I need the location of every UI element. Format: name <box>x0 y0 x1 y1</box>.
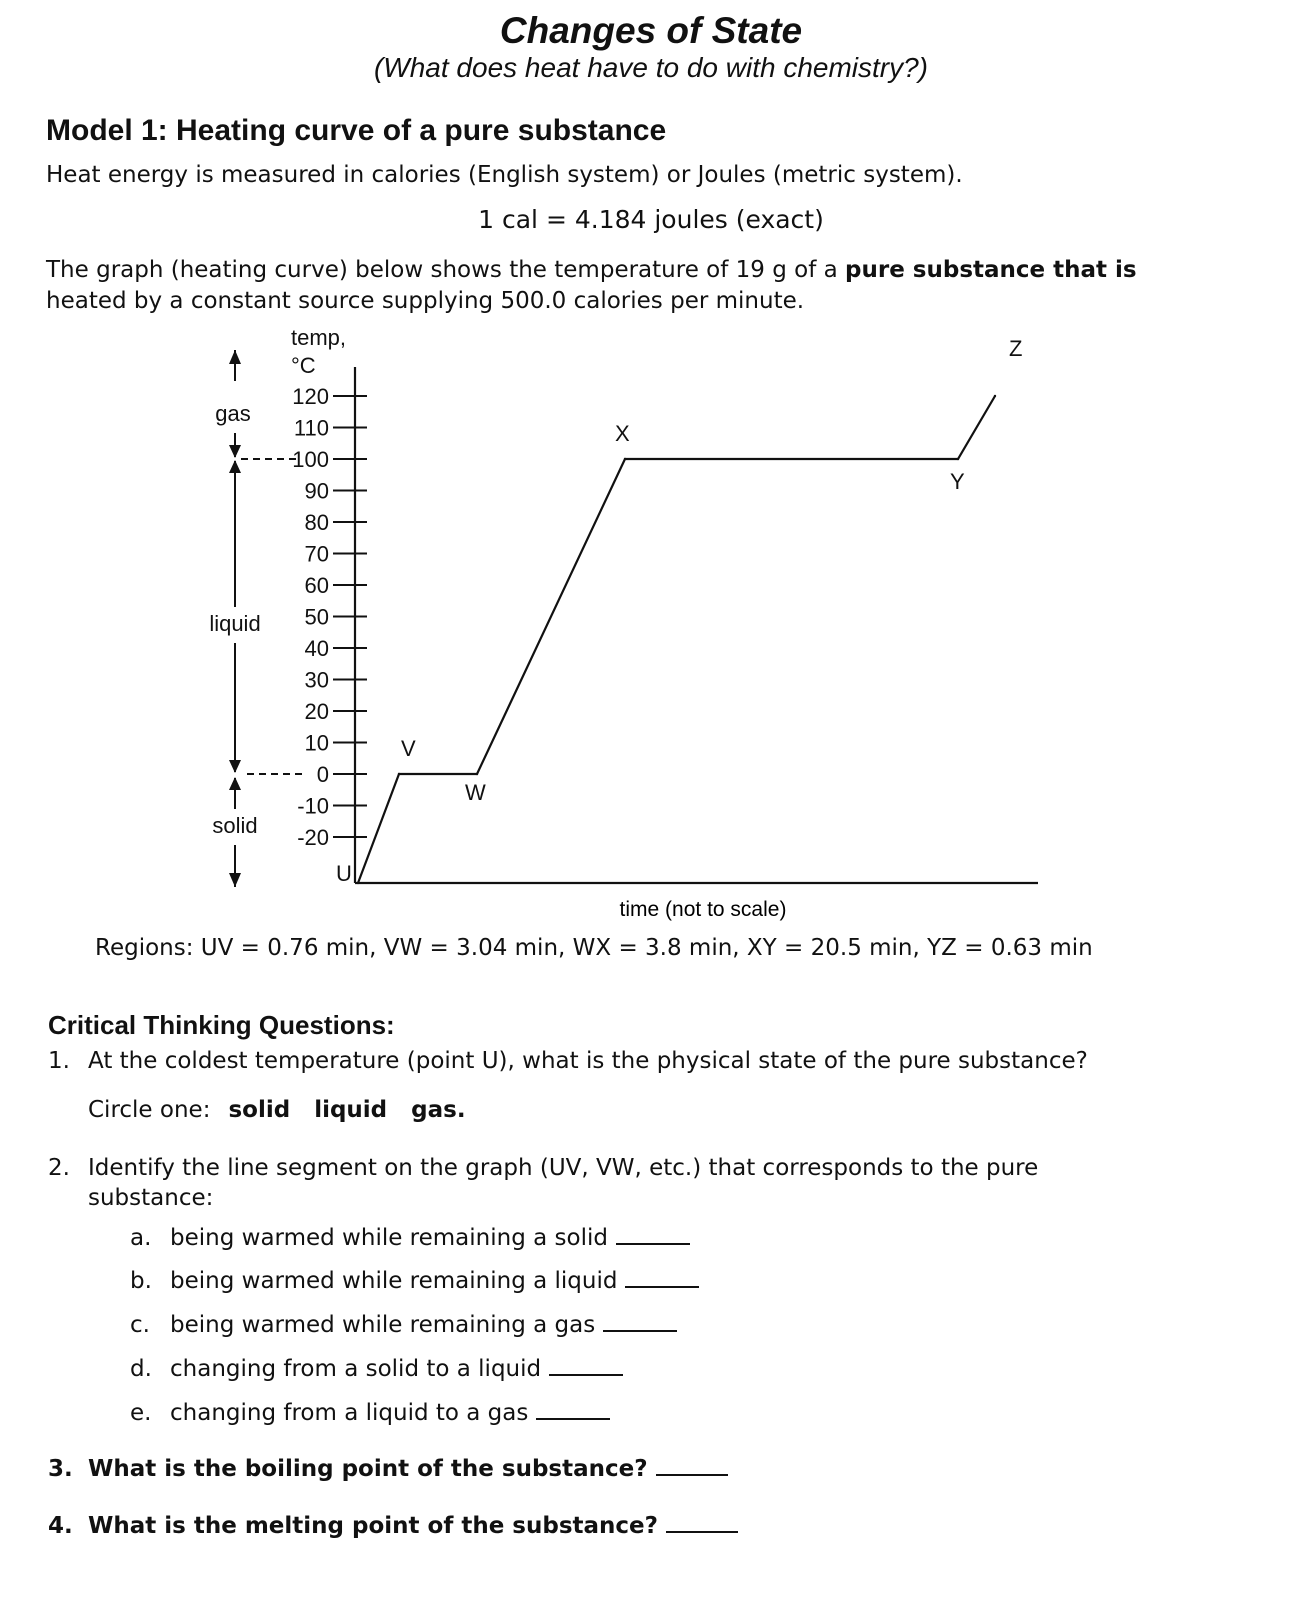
desc-part-a: The graph (heating curve) below shows the temperature of 19 g of a <box>46 257 846 283</box>
page-subtitle: (What does heat have to do with chemistry?) <box>373 52 929 83</box>
curve-point-x <box>624 458 626 460</box>
item-letter: d. <box>130 1356 152 1382</box>
question-text: Identify the line segment on the graph (UV, VW, etc.) that corresponds to the pure <box>88 1155 1039 1181</box>
arrow-head-icon <box>229 873 241 887</box>
answer-blank[interactable] <box>625 1284 699 1288</box>
point-label-w: W <box>465 780 486 805</box>
question-2-line2: substance: <box>88 1185 214 1211</box>
question-text: What is the boiling point of the substance? <box>88 1456 648 1482</box>
y-tick-label: 60 <box>304 573 329 598</box>
critical-thinking-heading: Critical Thinking Questions: <box>48 1010 395 1040</box>
answer-blank[interactable] <box>536 1416 610 1420</box>
regions-text: Regions: UV = 0.76 min, VW = 3.04 min, WX = 3.8 min, XY = 20.5 min, YZ = 0.63 min <box>95 935 1093 961</box>
item-letter: a. <box>130 1225 152 1251</box>
heat-energy-text: Heat energy is measured in calories (English system) or Joules (metric system). <box>46 162 963 188</box>
arrow-head-icon <box>229 760 241 773</box>
point-label-v: V <box>401 736 416 761</box>
graph-description-line1 <box>46 257 1137 283</box>
y-tick-label: 0 <box>316 762 329 787</box>
y-tick-label: -20 <box>297 825 329 850</box>
option-solid[interactable]: solid <box>228 1097 291 1123</box>
answer-blank[interactable] <box>603 1328 677 1332</box>
q2-item-e <box>130 1400 610 1426</box>
state-indicators <box>209 350 307 887</box>
question-text: At the coldest temperature (point U), what is the physical state of the pure substance? <box>88 1048 1088 1074</box>
curve-point-z <box>994 395 996 397</box>
item-text: being warmed while remaining a liquid <box>170 1268 618 1294</box>
item-letter: c. <box>130 1312 150 1338</box>
item-letter: b. <box>130 1268 152 1294</box>
circle-one-label: Circle one: <box>88 1097 211 1123</box>
y-tick-label: 100 <box>292 447 329 472</box>
item-text: being warmed while remaining a solid <box>170 1225 608 1251</box>
item-text: changing from a solid to a liquid <box>170 1356 542 1382</box>
question-number: 4. <box>48 1513 73 1539</box>
point-label-u: U <box>336 861 352 886</box>
y-tick-label: 70 <box>304 541 329 567</box>
q2-item-d <box>130 1356 623 1382</box>
question-4 <box>48 1513 738 1539</box>
calorie-equation: 1 cal = 4.184 joules (exact) <box>478 205 824 234</box>
q2-item-c <box>130 1312 677 1338</box>
q2-item-b <box>130 1268 699 1294</box>
y-tick-label: 110 <box>293 415 329 441</box>
state-label-liquid: liquid <box>209 611 261 636</box>
y-tick-label: 40 <box>304 636 329 661</box>
answer-blank[interactable] <box>656 1472 728 1476</box>
point-labels <box>336 336 1022 886</box>
question-number: 1. <box>48 1048 70 1074</box>
y-tick-label: 50 <box>304 604 329 630</box>
answer-blank[interactable] <box>666 1529 738 1533</box>
point-label-y: Y <box>950 469 965 494</box>
page-title: Changes of State <box>499 10 803 51</box>
point-label-z: Z <box>1009 336 1023 361</box>
question-number: 3. <box>48 1456 73 1482</box>
graph-description-line2: heated by a constant source supplying 500.0 calories per minute. <box>46 288 805 314</box>
item-letter: e. <box>130 1400 152 1426</box>
arrow-head-icon <box>229 445 241 458</box>
heating-curve-line <box>358 396 995 883</box>
y-tick-label: 120 <box>292 384 329 409</box>
question-text: What is the melting point of the substance? <box>88 1513 658 1539</box>
y-tick-label: 30 <box>304 667 329 693</box>
question-3 <box>48 1456 728 1482</box>
y-tick-label: 80 <box>304 510 329 535</box>
q2-item-a <box>130 1225 690 1251</box>
curve-point-y <box>957 458 959 460</box>
heating-curve-chart <box>195 325 1055 925</box>
point-label-x: X <box>615 421 630 446</box>
answer-blank[interactable] <box>549 1372 623 1376</box>
item-text: changing from a liquid to a gas <box>170 1400 529 1426</box>
curve-point-v <box>398 773 400 775</box>
question-2 <box>48 1155 1038 1181</box>
answer-blank[interactable] <box>616 1241 690 1245</box>
x-axis-label: time (not to scale) <box>619 898 787 921</box>
curve-point-u <box>357 882 359 884</box>
state-label-solid: solid <box>212 813 258 838</box>
option-gas[interactable]: gas. <box>411 1097 466 1123</box>
question-1-options <box>88 1097 466 1123</box>
item-text: being warmed while remaining a gas <box>170 1312 596 1338</box>
y-axis-label-line2: °C <box>291 353 316 378</box>
state-label-gas: gas <box>215 401 251 426</box>
arrow-head-icon <box>229 350 241 364</box>
desc-part-b: pure substance that is <box>845 257 1137 283</box>
question-number: 2. <box>48 1155 70 1181</box>
y-tick-label: 10 <box>304 730 329 756</box>
option-liquid[interactable]: liquid <box>314 1097 388 1123</box>
y-axis <box>292 367 367 883</box>
y-tick-label: 90 <box>304 478 329 504</box>
y-tick-label: -10 <box>297 793 329 819</box>
y-tick-label: 20 <box>304 699 329 724</box>
y-axis-label-line1: temp, <box>291 325 347 350</box>
curve-point-w <box>476 773 478 775</box>
question-1 <box>48 1048 1088 1074</box>
heating-curve <box>357 395 996 884</box>
model-heading: Model 1: Heating curve of a pure substance <box>46 114 667 147</box>
